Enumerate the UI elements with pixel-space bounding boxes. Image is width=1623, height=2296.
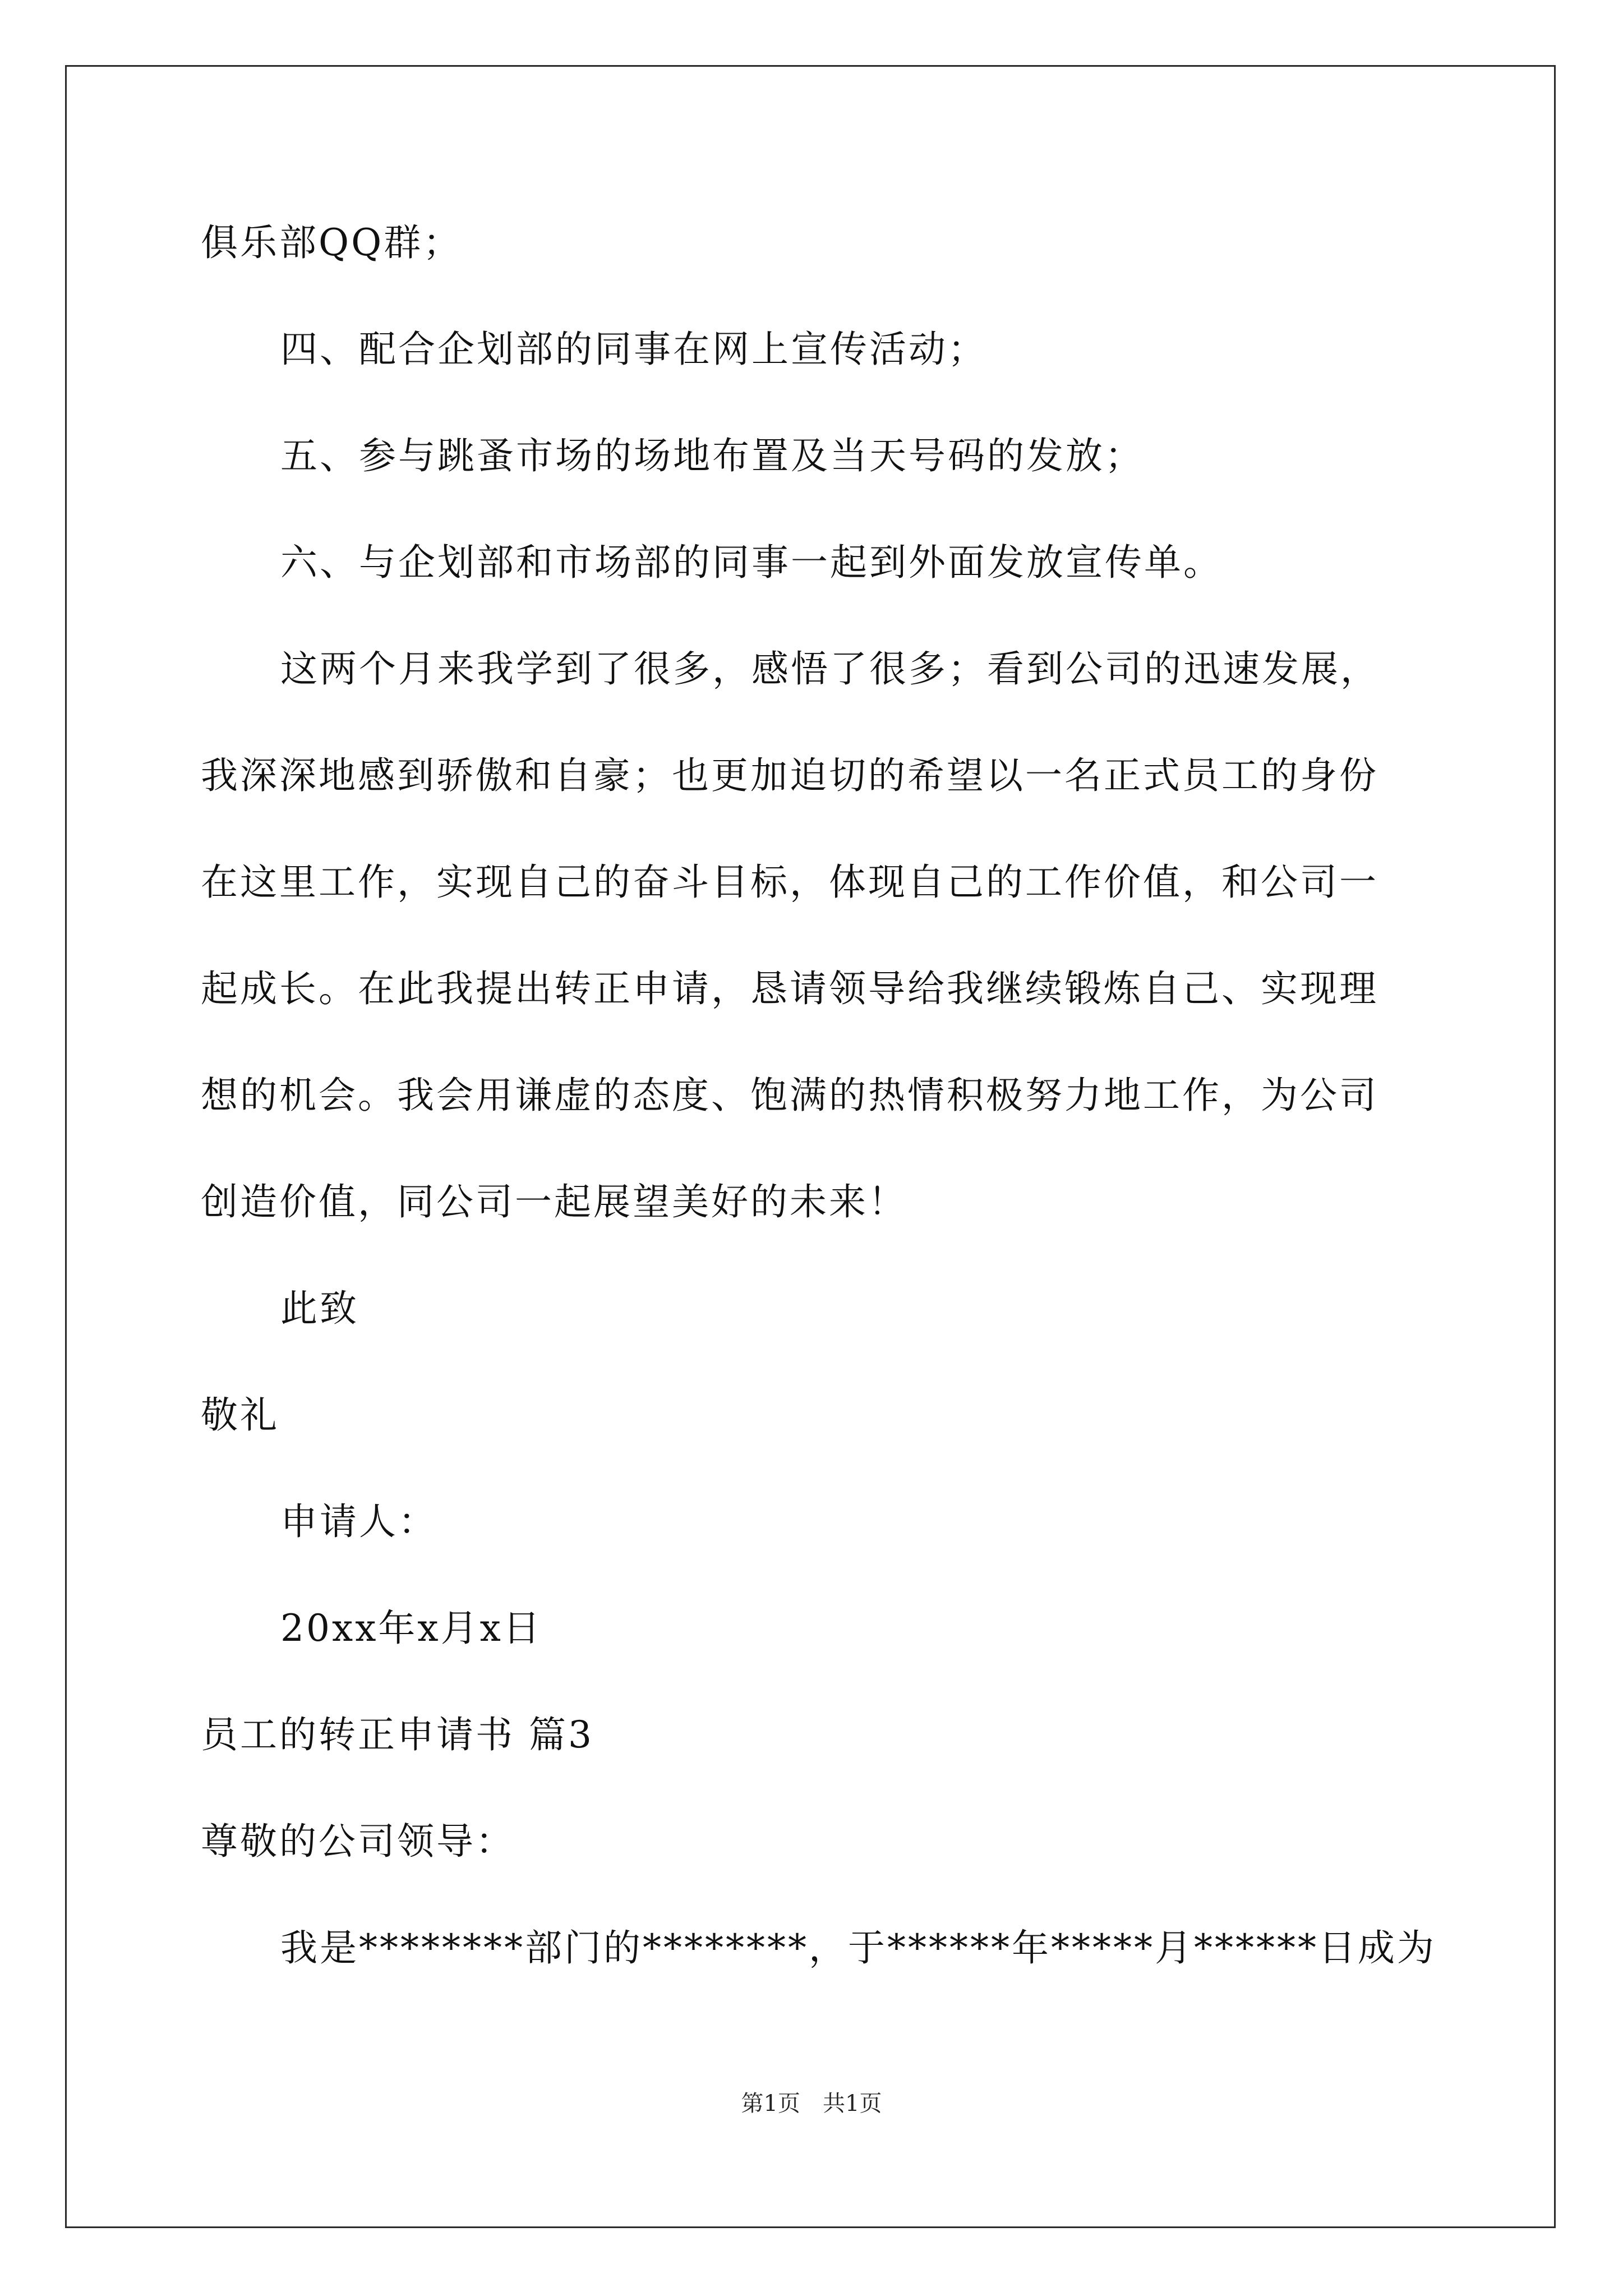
- salutation: 尊敬的公司领导：: [201, 1820, 515, 1863]
- closing-ci-zhi: 此致: [280, 1287, 359, 1330]
- text-line-item-5: 五、参与跳蚤市场的场地布置及当天号码的发放；: [280, 434, 1144, 477]
- text-line-item-6: 六、与企划部和市场部的同事一起到外面发放宣传单。: [280, 541, 1223, 584]
- closing-jing-li: 敬礼: [201, 1393, 279, 1437]
- section-title: 员工的转正申请书 篇3: [201, 1713, 594, 1756]
- date-line: 20xx年x月x日: [280, 1607, 542, 1650]
- paragraph-line-6: 创造价值，同公司一起展望美好的未来！: [201, 1180, 907, 1223]
- paragraph-line-5: 想的机会。我会用谦虚的态度、饱满的热情积极努力地工作，为公司: [201, 1074, 1378, 1117]
- applicant-label: 申请人：: [280, 1500, 437, 1543]
- page-border: [65, 65, 1556, 2228]
- text-line-club-qq-group: 俱乐部QQ群；: [201, 221, 463, 264]
- paragraph-line-4: 起成长。在此我提出转正申请，恳请领导给我继续锻炼自己、实现理: [201, 967, 1378, 1010]
- intro-line: 我是********部门的********，于******年*****月******日成为: [280, 1926, 1436, 1970]
- text-line-item-4: 四、配合企划部的同事在网上宣传活动；: [280, 328, 987, 371]
- paragraph-line-1: 这两个月来我学到了很多，感悟了很多；看到公司的迅速发展，: [280, 647, 1380, 691]
- paragraph-line-2: 我深深地感到骄傲和自豪；也更加迫切的希望以一名正式员工的身份: [201, 754, 1378, 797]
- paragraph-line-3: 在这里工作，实现自己的奋斗目标，体现自己的工作价值，和公司一: [201, 861, 1378, 904]
- page-footer: 第1页 共1页: [741, 2091, 882, 2116]
